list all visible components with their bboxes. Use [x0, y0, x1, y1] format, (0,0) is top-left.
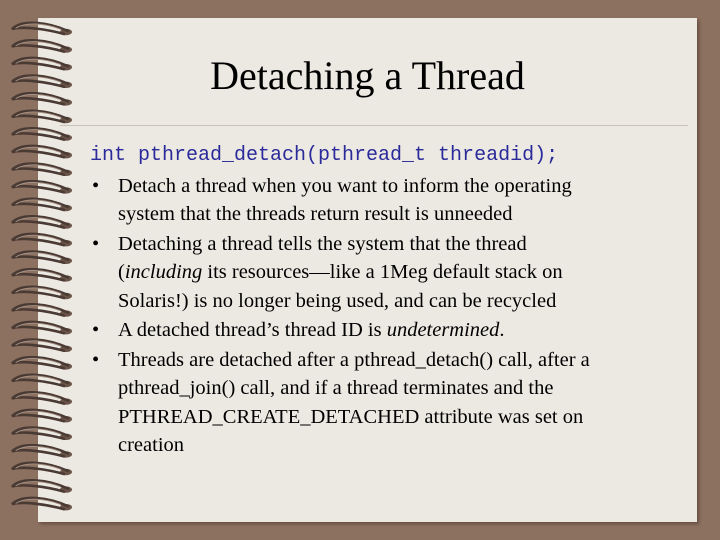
binding-ring-icon	[12, 181, 72, 193]
bullet-text-fragment: A detached thread’s thread ID is	[118, 319, 387, 341]
binding-ring-icon	[12, 322, 72, 334]
bullet-text-line: pthread_join() call, and if a thread terminates and the	[118, 377, 554, 399]
binding-ring-icon	[12, 428, 72, 440]
bullet-text-line: Solaris!) is no longer being used, and can be recycled	[118, 289, 557, 312]
bullet-text-line: Detaching a thread tells the system that the thread	[118, 232, 527, 255]
binding-ring-icon	[12, 357, 72, 369]
function-signature: int pthread_detach(pthread_t threadid);	[90, 144, 559, 167]
bullet-text-line: system that the threads return result is unneeded	[118, 203, 513, 225]
binding-ring-icon	[12, 392, 72, 404]
binding-ring-icon	[12, 287, 72, 299]
binding-ring-icon	[12, 111, 72, 123]
binding-ring-icon	[12, 463, 72, 475]
binding-ring-icon	[12, 445, 72, 457]
emphasis-text: including	[124, 261, 203, 283]
bullet-text-line	[118, 258, 690, 287]
bullet-text-line: creation	[118, 434, 185, 456]
binding-ring-icon	[12, 146, 72, 158]
binding-ring-icon	[12, 498, 72, 510]
bullet-text-fragment: its resources—like a 1Meg default stack on	[207, 261, 563, 283]
binding-ring-icon	[12, 234, 72, 246]
binding-ring-icon	[12, 480, 72, 492]
bullet-text-line: Threads are detached after a pthread_detach() call, after a	[118, 348, 590, 371]
bullet-item	[90, 172, 690, 229]
bullet-icon: •	[92, 232, 100, 255]
binding-ring-icon	[12, 375, 72, 387]
bullet-icon: •	[92, 319, 100, 341]
bullet-icon: •	[92, 174, 100, 197]
slide-body	[90, 142, 690, 461]
binding-ring-icon	[12, 128, 72, 140]
title-divider	[60, 125, 688, 126]
binding-ring-icon	[12, 164, 72, 176]
bullet-text-line: PTHREAD_CREATE_DETACHED attribute was set on	[118, 405, 584, 428]
bullet-item	[90, 316, 690, 345]
binding-ring-icon	[12, 269, 72, 281]
binding-ring-icon	[12, 23, 72, 35]
binding-ring-icon	[12, 216, 72, 228]
binding-ring-icon	[12, 340, 72, 352]
bullet-text-line: Detach a thread when you want to inform the operating	[118, 174, 572, 197]
binding-ring-icon	[12, 410, 72, 422]
bullet-item	[90, 346, 690, 460]
paren-open: (	[118, 261, 125, 283]
binding-ring-icon	[12, 304, 72, 316]
binding-ring-icon	[12, 252, 72, 264]
slide-title: Detaching a Thread	[210, 53, 525, 98]
bullet-list	[90, 172, 690, 460]
bullet-text-fragment: .	[499, 319, 505, 341]
binding-ring-icon	[12, 199, 72, 211]
bullet-text-line	[118, 316, 690, 345]
bullet-item	[90, 230, 690, 316]
emphasis-text: undetermined	[386, 319, 500, 341]
bullet-icon: •	[92, 348, 100, 371]
